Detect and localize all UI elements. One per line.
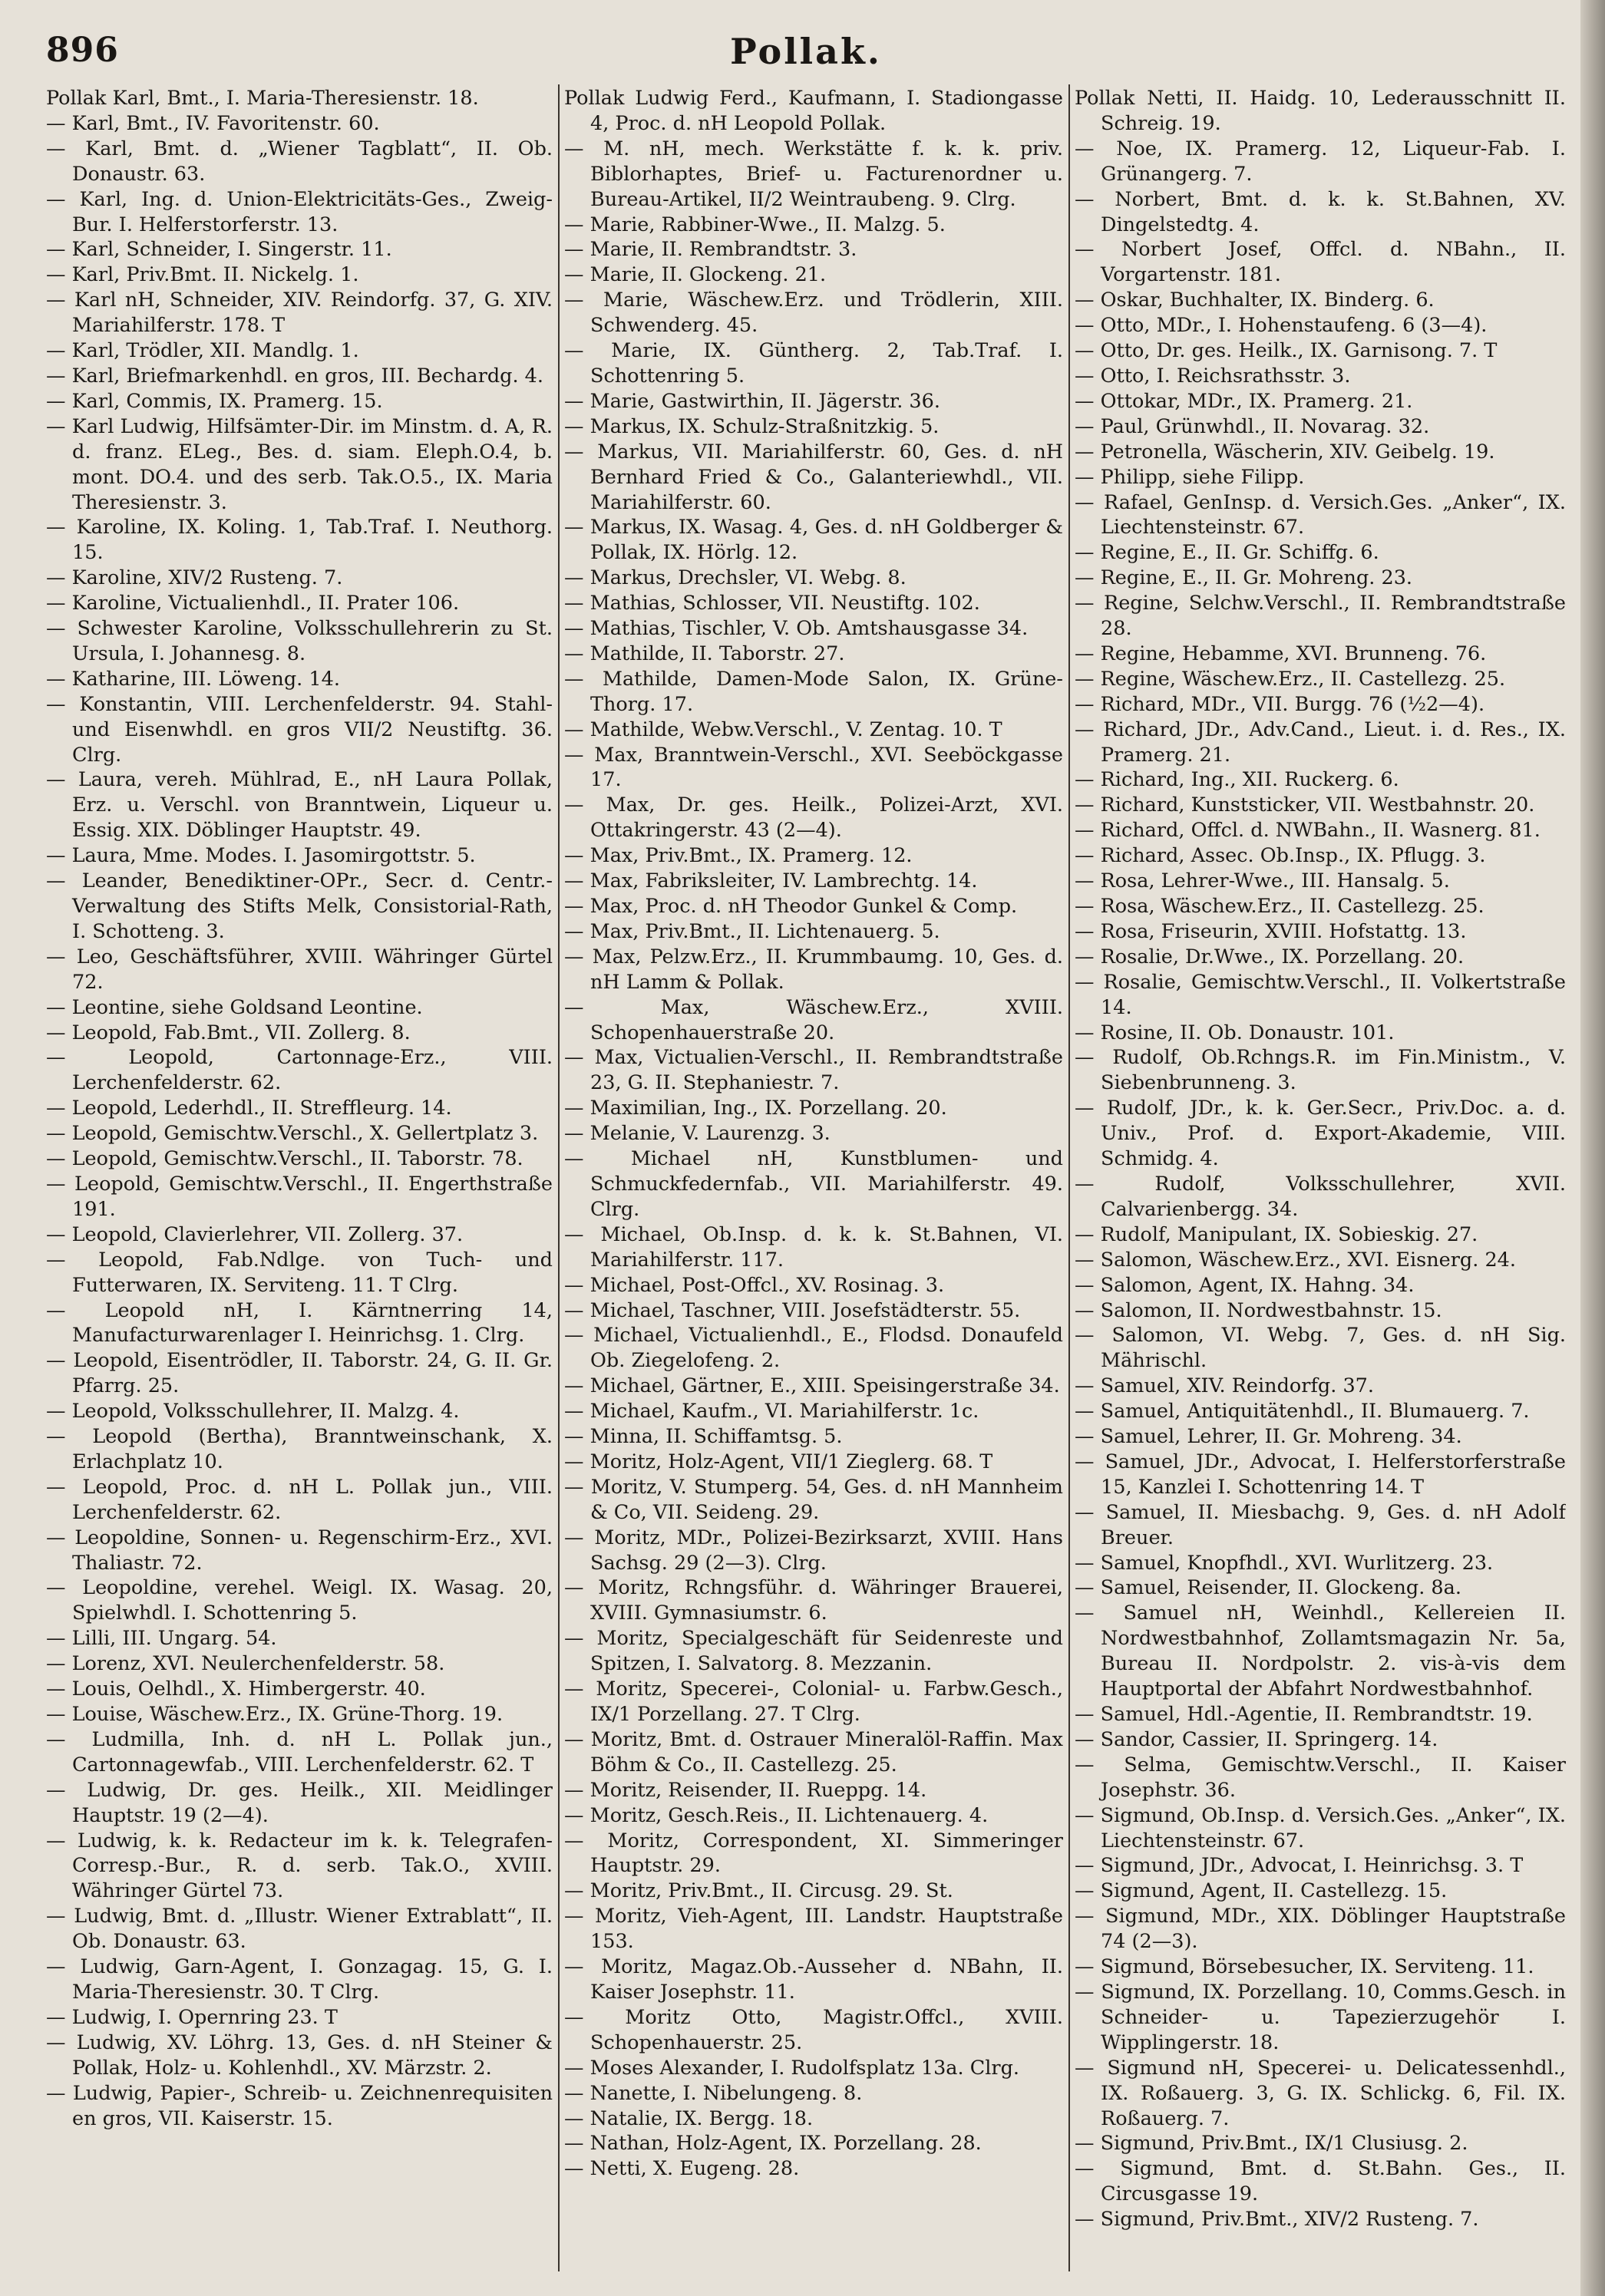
directory-entry: — Samuel, Reisender, II. Glockeng. 8a. [1075,1576,1461,1600]
directory-entry: — Regine, Wäschew.Erz., II. Castellezg. 25. [1075,667,1506,691]
directory-entry: — Markus, VII. Mariahilferstr. 60, Ges. d. nH Bernhard Fried & Co., Galanteriewhdl., VII. Mariahilferstr. 60. [564,440,1063,514]
directory-entry: — Richard, Offcl. d. NWBahn., II. Wasnerg. 81. [1075,819,1541,843]
directory-entry: — Regine, E., II. Gr. Schiffg. 6. [1075,541,1379,565]
directory-entry: — Karl nH, Schneider, XIV. Reindorfg. 37, G. XIV. Mariahilferstr. 178. T [46,289,553,338]
directory-entry: — Max, Victualien-Verschl., II. Rembrandtstraße 23, G. II. Stephaniestr. 7. [564,1046,1063,1095]
directory-entry: — Michael, Victualienhdl., E., Flodsd. Donaufeld Ob. Ziegelofeng. 2. [564,1324,1063,1373]
directory-entry: — Karl, Bmt. d. „Wiener Tagblatt“, II. Ob. Donaustr. 63. [46,137,553,186]
directory-entry: — Leopold, Proc. d. nH L. Pollak jun., VIII. Lerchenfelderstr. 62. [46,1475,553,1524]
column-left [46,86,553,2281]
directory-entry: — Moritz, Reisender, II. Rueppg. 14. [564,1778,927,1802]
directory-entry: — Markus, Drechsler, VI. Webg. 8. [564,566,907,590]
directory-entry: — Max, Branntwein-Verschl., XVI. Seeböckgasse 17. [564,743,1063,792]
directory-entry: — Karoline, Victualienhdl., II. Prater 106. [46,592,460,615]
directory-entry: — Richard, Ing., XII. Ruckerg. 6. [1075,768,1399,792]
directory-entry: — Nathan, Holz-Agent, IX. Porzellang. 28. [564,2132,982,2156]
directory-entry: — Leopold, Fab.Ndlge. von Tuch- und Futterwaren, IX. Serviteng. 11. T Clrg. [46,1248,553,1297]
directory-entry: — Michael, Kaufm., VI. Mariahilferstr. 1c. [564,1400,979,1423]
directory-entry: — Otto, I. Reichsrathsstr. 3. [1075,364,1351,388]
directory-entry: — Marie, II. Glockeng. 21. [564,263,827,287]
directory-entry: — Leopold (Bertha), Branntweinschank, X. Erlachplatz 10. [46,1425,553,1473]
directory-entry: — Moritz, Holz-Agent, VII/1 Zieglerg. 68. T [564,1450,993,1473]
column-divider [1068,84,1070,2271]
directory-entry: — Ludwig, Garn-Agent, I. Gonzagag. 15, G. I. Maria-Theresienstr. 30. T Clrg. [46,1955,553,2004]
directory-entry: — Laura, Mme. Modes. I. Jasomirgottstr. 5. [46,844,476,868]
directory-entry: — Laura, vereh. Mühlrad, E., nH Laura Pollak, Erz. u. Verschl. von Branntwein, Liqueur u. Essig. XIX. Döblinger Hauptstr. 49. [46,768,553,843]
directory-entry: — Petronella, Wäscherin, XIV. Geibelg. 19. [1075,440,1495,463]
directory-entry: — Mathilde, II. Taborstr. 27. [564,642,845,665]
directory-entry: — Moritz, Magaz.Ob.-Ausseher d. NBahn, II. Kaiser Josephstr. 11. [564,1955,1063,2004]
directory-entry: — Richard, Kunststicker, VII. Westbahnstr. 20. [1075,793,1535,817]
directory-entry: — Markus, IX. Wasag. 4, Ges. d. nH Goldberger & Pollak, IX. Hörlg. 12. [564,516,1063,565]
directory-entry: — Marie, Rabbiner-Wwe., II. Malzg. 5. [564,213,946,236]
directory-entry: — Oskar, Buchhalter, IX. Binderg. 6. [1075,289,1435,312]
directory-entry: — Max, Fabriksleiter, IV. Lambrechtg. 14. [564,869,978,893]
directory-entry: — Samuel, Lehrer, II. Gr. Mohreng. 34. [1075,1425,1462,1449]
directory-entry: — Nanette, I. Nibelungeng. 8. [564,2081,863,2105]
directory-entry: — Sigmund, Ob.Insp. d. Versich.Ges. „Anker“, IX. Liechtensteinstr. 67. [1075,1803,1566,1852]
directory-entry: — Marie, II. Rembrandtstr. 3. [564,238,857,262]
directory-entry: — Ludwig, k. k. Redacteur im k. k. Telegrafen-Corresp.-Bur., R. d. serb. Tak.O., XVIII. Währinger Gürtel 73. [46,1829,553,1903]
directory-entry: — Mathias, Schlosser, VII. Neustiftg. 102. [564,592,980,615]
directory-entry: — Regine, E., II. Gr. Mohreng. 23. [1075,566,1413,590]
directory-entry: — Karoline, IX. Koling. 1, Tab.Traf. I. Neuthorg. 15. [46,516,553,565]
directory-entry: Pollak Netti, II. Haidg. 10, Lederausschnitt II. Schreig. 19. [1075,87,1566,135]
directory-entry: — Rosa, Lehrer-Wwe., III. Hansalg. 5. [1075,869,1450,893]
directory-entry: — Leander, Benediktiner-OPr., Secr. d. Centr.-Verwaltung des Stifts Melk, Consistorial-Rath, I. Schotteng. 3. [46,869,553,943]
directory-entry: — Louis, Oelhdl., X. Himbergerstr. 40. [46,1677,426,1701]
directory-entry: — Marie, IX. Güntherg. 2, Tab.Traf. I. Schottenring 5. [564,339,1063,388]
directory-entry: — Samuel, XIV. Reindorfg. 37. [1075,1374,1374,1398]
directory-entry: — Rosine, II. Ob. Donaustr. 101. [1075,1021,1395,1044]
directory-entry: — Karl Ludwig, Hilfsämter-Dir. im Minstm. d. A, R. d. franz. ELeg., Bes. d. siam. Eleph.O.4, b. mont. DO.4. und des serb. Tak.O.5., IX. Maria Theresienstr. 3. [46,414,553,514]
directory-entry: — Norbert Josef, Offcl. d. NBahn., II. Vorgartenstr. 181. [1075,238,1566,287]
directory-entry: — Sigmund, Priv.Bmt., IX/1 Clusiusg. 2. [1075,2132,1468,2156]
directory-entry: — Leopold, Fab.Bmt., VII. Zollerg. 8. [46,1021,411,1044]
directory-entry: — Max, Dr. ges. Heilk., Polizei-Arzt, XVI. Ottakringerstr. 43 (2—4). [564,793,1063,843]
directory-entry: — Moritz, Bmt. d. Ostrauer Mineralöl-Raffin. Max Böhm & Co., II. Castellezg. 25. [564,1727,1063,1776]
directory-entry: — Konstantin, VIII. Lerchenfelderstr. 94. Stahl- und Eisenwhdl. en gros VII/2 Neustiftg. 36. Clrg. [46,692,553,767]
column-right [1075,86,1566,2281]
directory-entry: — Richard, Assec. Ob.Insp., IX. Pflugg. 3. [1075,844,1486,868]
directory-entry: — Louise, Wäschew.Erz., IX. Grüne-Thorg. 19. [46,1703,504,1726]
directory-entry: — Ludwig, Dr. ges. Heilk., XII. Meidlinger Hauptstr. 19 (2—4). [46,1778,553,1827]
directory-entry: — Schwester Karoline, Volksschullehrerin zu St. Ursula, I. Johannesg. 8. [46,617,553,665]
directory-entry: — Leopold, Clavierlehrer, VII. Zollerg. 37. [46,1222,464,1246]
directory-entry: — Moritz, MDr., Polizei-Bezirksarzt, XVIII. Hans Sachsg. 29 (2—3). Clrg. [564,1526,1063,1575]
directory-entry: — Norbert, Bmt. d. k. k. St.Bahnen, XV. Dingelstedtg. 4. [1075,187,1566,236]
directory-entry: — Ludwig, XV. Löhrg. 13, Ges. d. nH Steiner & Pollak, Holz- u. Kohlenhdl., XV. Märzstr. 2. [46,2030,553,2080]
directory-entry: — Noe, IX. Pramerg. 12, Liqueur-Fab. I. Grünangerg. 7. [1075,137,1566,186]
directory-entry: — Leopoldine, Sonnen- u. Regenschirm-Erz., XVI. Thaliastr. 72. [46,1526,553,1575]
directory-entry: — Rudolf, Manipulant, IX. Sobieskig. 27. [1075,1222,1478,1246]
directory-entry: — Mathilde, Webw.Verschl., V. Zentag. 10. T [564,718,1002,741]
directory-entry: — Rafael, GenInsp. d. Versich.Ges. „Anker“, IX. Liechtensteinstr. 67. [1075,490,1566,539]
directory-entry: — Leontine, siehe Goldsand Leontine. [46,995,423,1019]
directory-entry: — Katharine, III. Löweng. 14. [46,667,340,691]
page-number: 896 [46,31,119,70]
directory-entry: — Karoline, XIV/2 Rusteng. 7. [46,566,343,590]
directory-entry: — Rosalie, Gemischtw.Verschl., II. Volkertstraße 14. [1075,970,1566,1019]
directory-entry: — Leopold, Lederhdl., II. Streffleurg. 14. [46,1097,452,1120]
directory-entry: — Karl, Commis, IX. Pramerg. 15. [46,389,383,413]
directory-entry: — Ludwig, Bmt. d. „Illustr. Wiener Extrablatt“, II. Ob. Donaustr. 63. [46,1905,553,1954]
directory-entry: — Karl, Schneider, I. Singerstr. 11. [46,238,392,262]
directory-entry: — Sigmund, IX. Porzellang. 10, Comms.Gesch. in Schneider- u. Tapezierzugehör I. Wipplingerstr. 18. [1075,1980,1566,2054]
directory-entry: — Leo, Geschäftsführer, XVIII. Währinger Gürtel 72. [46,945,553,994]
directory-entry: — Rosalie, Dr.Wwe., IX. Porzellang. 20. [1075,945,1465,968]
directory-entry: — Moritz, Specerei-, Colonial- u. Farbw.Gesch., IX/1 Porzellang. 27. T Clrg. [564,1677,1063,1726]
directory-entry: — Rudolf, Ob.Rchngs.R. im Fin.Ministm., V. Siebenbrunneng. 3. [1075,1046,1566,1095]
running-title: Pollak. [730,31,882,72]
directory-entry: — Samuel, Hdl.-Agentie, II. Rembrandtstr. 19. [1075,1703,1533,1726]
directory-entry: — Michael, Post-Offcl., XV. Rosinag. 3. [564,1273,945,1297]
directory-entry: — Samuel, Antiquitätenhdl., II. Blumauerg. 7. [1075,1400,1530,1423]
directory-entry: — Richard, MDr., VII. Burgg. 76 (½2—4). [1075,692,1485,716]
directory-entry: — Max, Priv.Bmt., II. Lichtenauerg. 5. [564,919,940,943]
directory-entry: — Moritz Otto, Magistr.Offcl., XVIII. Schopenhauerstr. 25. [564,2005,1063,2054]
directory-entry: — Moritz, Vieh-Agent, III. Landstr. Hauptstraße 153. [564,1905,1063,1954]
directory-entry: — Moses Alexander, I. Rudolfsplatz 13a. Clrg. [564,2056,1019,2080]
directory-entry: — Leopold, Volksschullehrer, II. Malzg. 4. [46,1400,460,1423]
directory-entry: — Leopold, Gemischtw.Verschl., X. Gellertplatz 3. [46,1122,539,1146]
directory-entry: — Rosa, Wäschew.Erz., II. Castellezg. 25. [1075,895,1484,918]
directory-entry: — Leopold nH, I. Kärntnerring 14, Manufacturwarenlager I. Heinrichsg. 1. Clrg. [46,1298,553,1348]
directory-entry: — Rudolf, Volksschullehrer, XVII. Calvarienbergg. 34. [1075,1172,1566,1221]
page-header [46,23,1566,92]
directory-entry: — Ludmilla, Inh. d. nH L. Pollak jun., Cartonnagewfab., VIII. Lerchenfelderstr. 62. T [46,1727,553,1776]
directory-entry: — Samuel, JDr., Advocat, I. Helferstorferstraße 15, Kanzlei I. Schottenring 14. T [1075,1450,1566,1499]
directory-entry: — Sigmund, Bmt. d. St.Bahn. Ges., II. Circusgasse 19. [1075,2157,1566,2206]
directory-entry: — Moritz, Correspondent, XI. Simmeringer Hauptstr. 29. [564,1829,1063,1878]
directory-entry: — Salomon, II. Nordwestbahnstr. 15. [1075,1298,1442,1322]
directory-entry: — Max, Proc. d. nH Theodor Gunkel & Comp. [564,895,1018,918]
directory-entry: — Philipp, siehe Filipp. [1075,465,1305,489]
directory-entry: — Maximilian, Ing., IX. Porzellang. 20. [564,1097,947,1120]
directory-entry: — Sigmund, Börsebesucher, IX. Serviteng. 11. [1075,1955,1534,1979]
directory-entry: — Moritz, Specialgeschäft für Seidenreste und Spitzen, I. Salvatorg. 8. Mezzanin. [564,1627,1063,1676]
directory-entry: — Minna, II. Schiffamtsg. 5. [564,1425,843,1449]
directory-entry: — Michael nH, Kunstblumen- und Schmuckfedernfab., VII. Mariahilferstr. 49. Clrg. [564,1147,1063,1221]
directory-entry: — Karl, Priv.Bmt. II. Nickelg. 1. [46,263,359,287]
column-divider [558,84,560,2271]
directory-entry: — Ludwig, I. Opernring 23. T [46,2005,338,2029]
directory-entry: — Paul, Grünwhdl., II. Novarag. 32. [1075,414,1430,438]
directory-entry: — Max, Pelzw.Erz., II. Krummbaumg. 10, Ges. d. nH Lamm & Pollak. [564,945,1063,994]
directory-entry: — Rosa, Friseurin, XVIII. Hofstattg. 13. [1075,919,1467,943]
directory-entry: — Sandor, Cassier, II. Springerg. 14. [1075,1727,1438,1751]
directory-entry: — Rudolf, JDr., k. k. Ger.Secr., Priv.Doc. a. d. Univ., Prof. d. Export-Akademie, VIII. Schmidg. 4. [1075,1097,1566,1171]
directory-entry: — Melanie, V. Laurenzg. 3. [564,1122,831,1146]
directory-entry: — Sigmund, Agent, II. Castellezg. 15. [1075,1879,1448,1903]
directory-entry: — Leopold, Gemischtw.Verschl., II. Taborstr. 78. [46,1147,523,1171]
directory-entry: — Sigmund, JDr., Advocat, I. Heinrichsg. 3. T [1075,1854,1524,1878]
directory-entry: — Mathias, Tischler, V. Ob. Amtshausgasse 34. [564,617,1029,641]
directory-entry: — Sigmund nH, Specerei- u. Delicatessenhdl., IX. Roßauerg. 3, G. IX. Schlickg. 6, Fil. IX. Roßauerg. 7. [1075,2056,1566,2130]
directory-entry: — Karl, Trödler, XII. Mandlg. 1. [46,339,359,363]
directory-entry: — Moritz, Rchngsführ. d. Währinger Brauerei, XVIII. Gymnasiumstr. 6. [564,1576,1063,1625]
directory-entry: — Samuel, Knopfhdl., XVI. Wurlitzerg. 23. [1075,1551,1494,1575]
directory-entry: — M. nH, mech. Werkstätte f. k. k. priv. Biblorhaptes, Brief- u. Facturenordner u. Bureau-Artikel, II/2 Weintraubeng. 9. Clrg. [564,137,1063,211]
directory-entry: — Salomon, Agent, IX. Hahng. 34. [1075,1273,1415,1297]
directory-entry: Pollak Ludwig Ferd., Kaufmann, I. Stadiongasse 4, Proc. d. nH Leopold Pollak. [564,87,1063,135]
directory-entry: — Moritz, Gesch.Reis., II. Lichtenauerg. 4. [564,1803,989,1827]
directory-entry: — Regine, Selchw.Verschl., II. Rembrandtstraße 28. [1075,592,1566,641]
directory-entry: — Leopoldine, verehel. Weigl. IX. Wasag. 20, Spielwhdl. I. Schottenring 5. [46,1576,553,1625]
directory-entry: — Lilli, III. Ungarg. 54. [46,1627,277,1651]
directory-entry: — Ludwig, Papier-, Schreib- u. Zeichnenrequisiten en gros, VII. Kaiserstr. 15. [46,2081,553,2130]
directory-entry: — Moritz, Priv.Bmt., II. Circusg. 29. St. [564,1879,953,1903]
column-middle [564,86,1063,2281]
directory-entry: — Lorenz, XVI. Neulerchenfelderstr. 58. [46,1652,445,1676]
directory-entry: — Otto, MDr., I. Hohenstaufeng. 6 (3—4). [1075,314,1488,338]
directory-entry: — Karl, Bmt., IV. Favoritenstr. 60. [46,111,380,135]
directory-entry: — Leopold, Cartonnage-Erz., VIII. Lerchenfelderstr. 62. [46,1046,553,1095]
directory-entry: — Regine, Hebamme, XVI. Brunneng. 76. [1075,642,1487,665]
directory-entry: — Otto, Dr. ges. Heilk., IX. Garnisong. 7. T [1075,339,1498,363]
directory-entry: — Samuel nH, Weinhdl., Kellereien II. Nordwestbahnhof, Zollamtsmagazin Nr. 5a, Bureau II. Nordpolstr. 2. vis-à-vis dem Hauptportal der Abfahrt Nordwestbahnhof. [1075,1602,1566,1701]
directory-entry: — Marie, Wäschew.Erz. und Trödlerin, XIII. Schwenderg. 45. [564,289,1063,338]
directory-entry: — Karl, Briefmarkenhdl. en gros, III. Bechardg. 4. [46,364,544,388]
directory-entry: — Selma, Gemischtw.Verschl., II. Kaiser Josephstr. 36. [1075,1753,1566,1802]
directory-entry: — Marie, Gastwirthin, II. Jägerstr. 36. [564,389,940,413]
directory-entry: — Markus, IX. Schulz-Straßnitzkig. 5. [564,414,940,438]
directory-entry: — Netti, X. Eugeng. 28. [564,2157,800,2181]
directory-entry: — Natalie, IX. Bergg. 18. [564,2106,814,2130]
page-edge-shadow [1580,0,1605,2296]
directory-entry: — Michael, Ob.Insp. d. k. k. St.Bahnen, VI. Mariahilferstr. 117. [564,1222,1063,1272]
directory-entry: — Sigmund, Priv.Bmt., XIV/2 Rusteng. 7. [1075,2208,1479,2232]
directory-entry: — Leopold, Eisentrödler, II. Taborstr. 24, G. II. Gr. Pfarrg. 25. [46,1349,553,1398]
directory-entry: — Leopold, Gemischtw.Verschl., II. Engerthstraße 191. [46,1172,553,1221]
directory-entry: — Michael, Taschner, VIII. Josefstädterstr. 55. [564,1298,1021,1322]
directory-entry: — Sigmund, MDr., XIX. Döblinger Hauptstraße 74 (2—3). [1075,1905,1566,1954]
directory-entry: — Mathilde, Damen-Mode Salon, IX. Grüne-Thorg. 17. [564,667,1063,716]
directory-entry: Pollak Karl, Bmt., I. Maria-Theresienstr. 18. [46,87,479,110]
directory-entry: — Ottokar, MDr., IX. Pramerg. 21. [1075,389,1413,413]
directory-entry: — Samuel, II. Miesbachg. 9, Ges. d. nH Adolf Breuer. [1075,1500,1566,1549]
directory-entry: — Max, Priv.Bmt., IX. Pramerg. 12. [564,844,913,868]
directory-entry: — Salomon, Wäschew.Erz., XVI. Eisnerg. 24. [1075,1248,1516,1272]
directory-entry: — Richard, JDr., Adv.Cand., Lieut. i. d. Res., IX. Pramerg. 21. [1075,718,1566,767]
directory-entry: — Max, Wäschew.Erz., XVIII. Schopenhauerstraße 20. [564,995,1063,1044]
directory-entry: — Moritz, V. Stumperg. 54, Ges. d. nH Mannheim & Co, VII. Seideng. 29. [564,1475,1063,1524]
directory-entry: — Salomon, VI. Webg. 7, Ges. d. nH Sig. Mährischl. [1075,1324,1566,1373]
directory-entry: — Karl, Ing. d. Union-Elektricitäts-Ges., Zweig-Bur. I. Helferstorferstr. 13. [46,187,553,236]
directory-entry: — Michael, Gärtner, E., XIII. Speisingerstraße 34. [564,1374,1060,1398]
